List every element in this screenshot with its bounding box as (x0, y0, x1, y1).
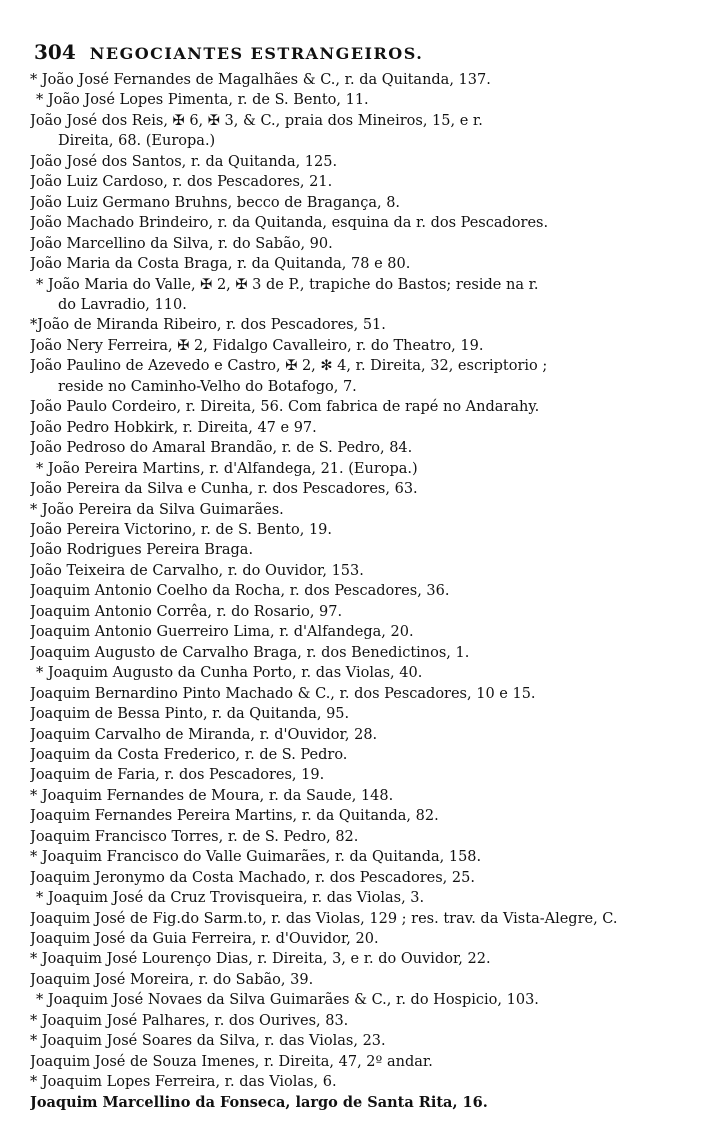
entry-text: João Maria da Costa Braga, r. da Quitanda, 78 e 80. (30, 256, 411, 273)
entry-text: * João Pereira Martins, r. d'Alfandega, 21. (Europa.) (36, 460, 418, 477)
entry-text: João Paulo Cordeiro, r. Direita, 56. Com fabrica de rapé no Andarahy. (30, 399, 540, 416)
entry-text: * João José Fernandes de Magalhães & C., r. da Quitanda, 137. (30, 72, 491, 88)
entry-text: João Pereira da Silva e Cunha, r. dos Pescadores, 63. (30, 481, 418, 498)
entry-text: Joaquim José Moreira, r. do Sabão, 39. (30, 971, 314, 988)
list-item (30, 234, 710, 254)
entry-text: * João Maria do Valle, ✠ 2, ✠ 3 de P., trapiche do Bastos; reside na r. (36, 276, 539, 293)
entry-text: Joaquim Marcellino da Fonseca, largo de Santa Rita, 16. (30, 1093, 488, 1111)
list-item (30, 1031, 710, 1051)
entry-text: * Joaquim Francisco do Valle Guimarães, r. da Quitanda, 158. (30, 849, 482, 866)
list-item (30, 152, 710, 172)
entry-text: João Teixeira de Carvalho, r. do Ouvidor, 153. (30, 562, 364, 579)
entry-text: Joaquim de Faria, r. dos Pescadores, 19. (30, 767, 325, 784)
list-item (30, 356, 710, 397)
list-item (30, 90, 710, 110)
entry-text: Joaquim Augusto de Carvalho Braga, r. dos Benedictinos, 1. (30, 644, 470, 661)
entry-text: João Machado Brindeiro, r. da Quitanda, esquina da r. dos Pescadores. (30, 215, 549, 232)
list-item (30, 254, 710, 274)
entry-text: * Joaquim José Soares da Silva, r. das Violas, 23. (30, 1033, 386, 1050)
entry-text: Joaquim Fernandes Pereira Martins, r. da Quitanda, 82. (30, 808, 439, 825)
list-item (30, 827, 710, 847)
list-item (30, 193, 710, 213)
entry-text: João Marcellino da Silva, r. do Sabão, 90. (30, 235, 333, 252)
entry-text: João Luiz Cardoso, r. dos Pescadores, 21. (30, 174, 333, 191)
list-item (30, 275, 710, 316)
list-item (30, 70, 710, 90)
list-item (30, 1052, 710, 1072)
list-item (30, 397, 710, 417)
list-item (30, 970, 710, 990)
entry-text: João Pedroso do Amaral Brandão, r. de S. Pedro, 84. (30, 440, 413, 457)
entry-text: * João Pereira da Silva Guimarães. (30, 501, 284, 518)
list-item (30, 172, 710, 192)
entry-text: * Joaquim Augusto da Cunha Porto, r. das Violas, 40. (36, 665, 423, 682)
list-item (30, 745, 710, 765)
list-item (30, 868, 710, 888)
list-item (30, 847, 710, 867)
list-item (30, 663, 710, 683)
list-item (30, 315, 710, 335)
entry-text: Joaquim da Costa Frederico, r. de S. Pedro. (30, 746, 348, 763)
list-item (30, 500, 710, 520)
list-item (30, 479, 710, 499)
entry-text: Joaquim Antonio Guerreiro Lima, r. d'Alfandega, 20. (30, 624, 414, 641)
list-item (30, 540, 710, 560)
list-item (30, 643, 710, 663)
entry-text: João Pedro Hobkirk, r. Direita, 47 e 97. (30, 419, 317, 436)
entry-text: João Pereira Victorino, r. de S. Bento, 19. (30, 521, 333, 538)
list-item (30, 1093, 710, 1113)
list-item (30, 438, 710, 458)
entry-text: * Joaquim Fernandes de Moura, r. da Saude, 148. (30, 787, 394, 804)
entry-continuation: Direita, 68. (Europa.) (58, 133, 216, 150)
list-item (30, 725, 710, 745)
list-item (30, 1072, 710, 1092)
list-item (30, 561, 710, 581)
list-item (30, 459, 710, 479)
list-item (30, 888, 710, 908)
entry-text: Joaquim Antonio Corrêa, r. do Rosario, 97. (30, 603, 343, 620)
list-item (30, 704, 710, 724)
running-head-title: NEGOCIANTES ESTRANGEIROS. (89, 44, 424, 63)
list-item (30, 622, 710, 642)
list-item (30, 581, 710, 601)
entry-text: * Joaquim José Novaes da Silva Guimarães & C., r. do Hospicio, 103. (36, 992, 539, 1009)
list-item (30, 602, 710, 622)
list-item (30, 520, 710, 540)
entry-text: Joaquim José da Guia Ferreira, r. d'Ouvidor, 20. (30, 931, 379, 948)
entry-continuation: do Lavradio, 110. (58, 296, 187, 313)
list-item (30, 684, 710, 704)
list-item (30, 418, 710, 438)
entry-text: Joaquim José de Fig.do Sarm.to, r. das Violas, 129 ; res. trav. da Vista-Alegre, C. (30, 910, 618, 927)
entry-text: Joaquim Bernardino Pinto Machado & C., r. dos Pescadores, 10 e 15. (30, 685, 536, 702)
page-number: 304 (34, 40, 76, 64)
entry-text: * Joaquim José Palhares, r. dos Ourives, 83. (30, 1012, 349, 1029)
list-item (30, 806, 710, 826)
entry-text: João Rodrigues Pereira Braga. (30, 542, 254, 559)
page-header (34, 40, 514, 64)
entry-text: *João de Miranda Ribeiro, r. dos Pescadores, 51. (30, 317, 386, 334)
entry-text: Joaquim Carvalho de Miranda, r. d'Ouvidor, 28. (30, 726, 378, 743)
entry-text: * Joaquim Lopes Ferreira, r. das Violas, 6. (30, 1074, 337, 1091)
entry-text: João Paulino de Azevedo e Castro, ✠ 2, ✻ 4, r. Direita, 32, escriptorio ; (30, 358, 548, 375)
entry-continuation: reside no Caminho-Velho do Botafogo, 7. (58, 378, 357, 395)
entry-text: Joaquim Jeronymo da Costa Machado, r. dos Pescadores, 25. (30, 869, 475, 886)
entry-text: João Luiz Germano Bruhns, becco de Bragança, 8. (30, 194, 401, 211)
list-item (30, 786, 710, 806)
list-item (30, 929, 710, 949)
entry-text: João José dos Reis, ✠ 6, ✠ 3, & C., praia dos Mineiros, 15, e r. (30, 112, 483, 129)
list-item (30, 213, 710, 233)
entry-text: * João José Lopes Pimenta, r. de S. Bento, 11. (36, 92, 369, 109)
list-item (30, 1011, 710, 1031)
list-item (30, 990, 710, 1010)
list-item (30, 111, 710, 152)
entry-text: * Joaquim José da Cruz Trovisqueira, r. das Violas, 3. (36, 890, 425, 907)
entry-text: Joaquim José de Souza Imenes, r. Direita, 47, 2º andar. (30, 1053, 433, 1070)
entry-text: Joaquim de Bessa Pinto, r. da Quitanda, 95. (30, 706, 350, 723)
merchant-list (30, 70, 710, 1113)
list-item (30, 336, 710, 356)
entry-text: João Nery Ferreira, ✠ 2, Fidalgo Cavalleiro, r. do Theatro, 19. (30, 337, 484, 354)
entry-text: * Joaquim José Lourenço Dias, r. Direita, 3, e r. do Ouvidor, 22. (30, 951, 491, 968)
entry-text: João José dos Santos, r. da Quitanda, 125. (30, 153, 338, 170)
list-item (30, 765, 710, 785)
list-item (30, 909, 710, 929)
list-item (30, 949, 710, 969)
entry-text: Joaquim Francisco Torres, r. de S. Pedro, 82. (30, 828, 359, 845)
entry-text: Joaquim Antonio Coelho da Rocha, r. dos Pescadores, 36. (30, 583, 450, 600)
